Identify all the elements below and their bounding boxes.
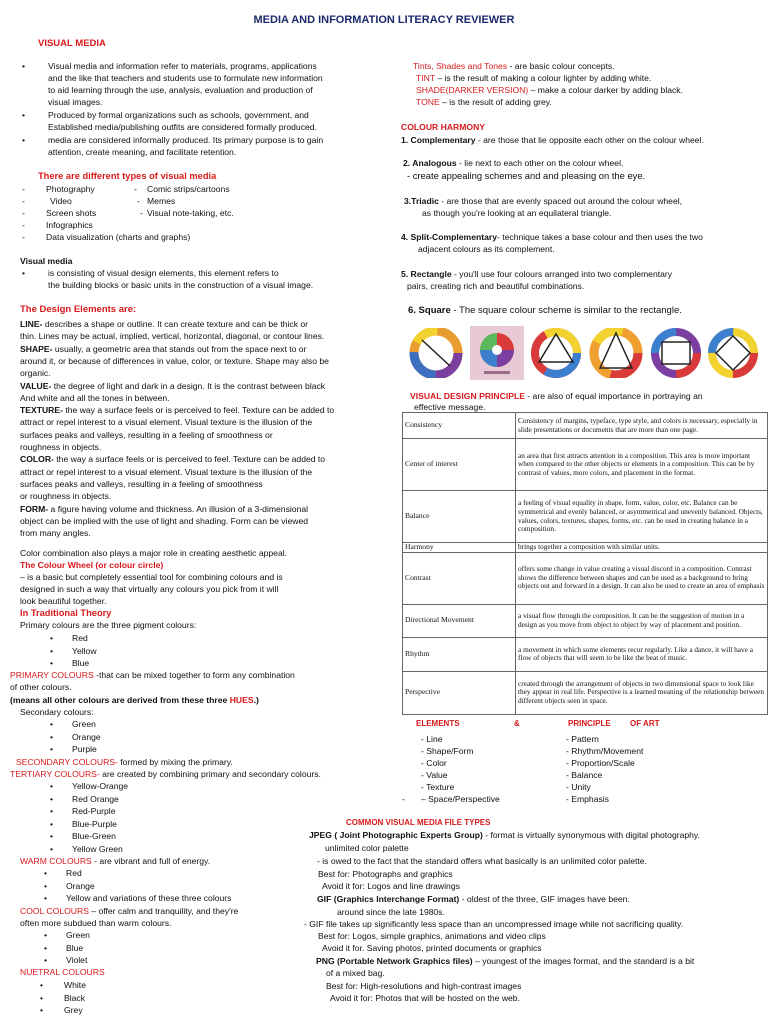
- bullet-dot: •: [22, 135, 26, 145]
- png-line: [316, 955, 694, 967]
- dash: -: [22, 220, 25, 230]
- primary-colours-line2: of other colours.: [10, 682, 72, 692]
- wheel-def-line: look beautiful together.: [20, 596, 107, 606]
- primary-colours-label: PRIMARY COLOURS: [10, 670, 94, 680]
- tint-line: [416, 72, 651, 84]
- principle-name: Balance: [403, 491, 516, 543]
- tertiary-colours-line: [10, 768, 321, 780]
- secondary-colours-label: SECONDARY COLOURS-: [16, 757, 118, 767]
- bullet-dot: •: [50, 744, 54, 754]
- split-complementary-text: - technique takes a base colour and then uses the two: [496, 232, 703, 242]
- png-avoid: Avoid it for: Photos that will be hosted on the web.: [330, 993, 520, 1003]
- tints-label: Tints, Shades and Tones: [413, 61, 508, 71]
- bullet-dot: •: [50, 731, 54, 742]
- principle-row: [403, 413, 768, 439]
- dash-mark: -: [402, 794, 405, 804]
- element-line: [20, 515, 308, 527]
- type-item: Visual note-taking, etc.: [147, 208, 234, 218]
- jpeg-best: Best for: Photographs and graphics: [318, 869, 453, 879]
- principle-desc: brings together a composition with similar units.: [516, 543, 768, 553]
- tints-shades-tones-line: [413, 60, 615, 72]
- art-principle-item: - Rhythm/Movement: [566, 746, 644, 756]
- list-item: Blue: [66, 942, 84, 953]
- element-line: [20, 429, 273, 441]
- hues-word: HUES: [229, 695, 254, 705]
- primary-intro: Primary colours are the three pigment colours:: [20, 620, 197, 630]
- secondary-colours-line: [16, 756, 233, 768]
- analogous-line2: - create appealing schemes and and pleasing on the eye.: [407, 170, 646, 181]
- element-term: LINE-: [20, 319, 43, 329]
- means-text: (means all other colours are derived from these three: [10, 695, 230, 705]
- complementary-label: 1. Complementary: [401, 135, 476, 145]
- wheel-def-line: – is a basic but completely essential tool for combining colours and is: [20, 572, 283, 582]
- harmony-item: [401, 268, 672, 280]
- tertiary-colours-label: TERTIARY COLOURS-: [10, 769, 100, 779]
- principle-name: Center of interest: [403, 439, 516, 491]
- element-desc: attract or repel interest to a visual element. Visual texture is the illusion of the: [20, 417, 313, 428]
- shade-line: [416, 84, 683, 96]
- principle-desc: a movement in which some elements recur regularly. Like a dance, it will have a flow of objects that will seem to be like the beat of music.: [516, 637, 768, 671]
- bullet-dot: •: [44, 942, 48, 953]
- bullet-line: and the like that teachers and students use to formulate new information: [48, 73, 323, 83]
- principle-row: [403, 543, 768, 553]
- split-complementary-wheel-image: [588, 328, 644, 378]
- art-principle-item: - Unity: [566, 782, 591, 792]
- principle-row: [403, 491, 768, 543]
- art-principle-item: - Emphasis: [566, 794, 609, 804]
- bullet-dot: •: [22, 61, 26, 71]
- principle-desc: offers some change in value creating a visual discord in a composition. Contrast shows the difference between shapes and can be used as a background to bring objects out and forward in a design. It can also be used to create an area of emphasis: [516, 552, 768, 604]
- jpeg-l3: - is owed to the fact that the standard offers what basically is an unlimited color palette.: [317, 856, 647, 866]
- art-principle-item: - Balance: [566, 770, 603, 780]
- element-desc: organic.: [20, 368, 51, 379]
- art-principle-item: - Pattern: [566, 734, 599, 744]
- principle-name: Contrast: [403, 552, 516, 604]
- element-line: [20, 453, 325, 465]
- gif-l3: - GIF file takes up significantly less space than an uncompressed image while not sacrificing quality.: [304, 919, 684, 929]
- analogous-text: - lie next to each other on the colour wheel.: [456, 158, 624, 168]
- principle-header: PRINCIPLE: [568, 719, 611, 728]
- list-item: Red Orange: [72, 793, 119, 804]
- element-desc: roughness in objects.: [20, 442, 102, 452]
- square-text: - The square colour scheme is similar to the rectangle.: [450, 305, 682, 316]
- element-desc: thin. Lines may be actual, implied, vertical, horizontal, diagonal, or contour lines.: [20, 331, 325, 342]
- gif-l2: around since the late 1980s.: [337, 907, 445, 917]
- bullet-dot: •: [44, 955, 48, 965]
- principle-desc: created through the arrangement of objects in two dimensional space to look like they appear in real life. Perspective is a learned meaning of the relationship between different objects seen in space.: [516, 671, 768, 714]
- element-term: TEXTURE-: [20, 405, 63, 416]
- design-elements-heading: The Design Elements are:: [20, 304, 137, 315]
- gif-label: GIF (Graphics Interchange Format): [317, 894, 460, 904]
- cool-colours-label: COOL COLOURS: [20, 906, 89, 916]
- element-line: [20, 343, 306, 355]
- neutral-colours-label: NUETRAL COLOURS: [20, 967, 105, 977]
- bullet-dot: •: [50, 793, 54, 804]
- ampersand: &: [514, 719, 520, 728]
- vdp-text: - are also of equal importance in portraying an: [524, 391, 703, 401]
- warm-colours-label: WARM COLOURS: [20, 856, 92, 866]
- principle-desc: Consistency of margins, typeface, type style, and colors is necessary, especially in slide presentations or documents that are more than one page.: [516, 413, 768, 439]
- analogous-wheel-image: [470, 326, 524, 380]
- principle-row: [403, 439, 768, 491]
- art-element-item: - Value: [421, 770, 448, 780]
- element-desc: around it, or because of differences in value, color, or texture. Shape may also be: [20, 355, 329, 366]
- tertiary-colours-text: are created by combining primary and secondary colours.: [99, 769, 321, 779]
- element-line: [20, 503, 308, 515]
- list-item: Yellow and variations of these three colours: [66, 893, 232, 903]
- list-item: Blue-Purple: [72, 818, 117, 829]
- list-item: Grey: [64, 1005, 83, 1015]
- element-desc: describes a shape or outline. It can create texture and can be thick or: [42, 319, 309, 329]
- harmony-item: [401, 231, 703, 243]
- list-item: Yellow Green: [72, 843, 123, 854]
- list-item: Blue-Green: [72, 831, 116, 841]
- warm-colours-line: [20, 855, 210, 867]
- cool-colours-line: [20, 905, 238, 917]
- type-item: Memes: [147, 196, 176, 206]
- square-label: 6. Square: [408, 305, 451, 316]
- tints-text: - are basic colour concepts.: [507, 61, 615, 71]
- list-item: Orange: [72, 731, 101, 742]
- element-line: [20, 380, 325, 392]
- bullet-dot: •: [40, 1005, 44, 1015]
- traditional-theory-heading: In Traditional Theory: [20, 608, 112, 618]
- vm-def-line: the building blocks or basic units in the construction of a visual image.: [48, 280, 314, 290]
- tint-label: TINT: [416, 73, 435, 83]
- principle-desc: an area that first attracts attention in a composition. This area is more important when compared to the other objects or elements in a composition. This can be by contrast of values, more colors, and placement in the format.: [516, 439, 768, 491]
- tone-label: TONE: [416, 97, 440, 107]
- principle-name: Directional Movement: [403, 604, 516, 637]
- rectangle-line2: pairs, creating rich and beautiful combinations.: [407, 281, 585, 291]
- gif-best: Best for: Logos, simple graphics, animations and video clips: [318, 931, 546, 941]
- bullet-dot: •: [40, 980, 44, 990]
- complementary-wheel-image: [408, 328, 464, 378]
- principle-desc: a feeling of visual equality in shape, form, value, color, etc. Balance can be symmetrical and evenly balanced, or asymmetrical and unevenly balanced. Objects, values, colors, textures, shapes, forms, etc. can be used in creating balance in a composition.: [516, 491, 768, 543]
- list-item: Green: [66, 930, 90, 940]
- harmony-item: [401, 134, 704, 146]
- triadic-line2: as though you're looking at an equilateral triangle.: [422, 208, 612, 218]
- element-desc: object can be implied with the use of light and shading. Form can be viewed: [20, 515, 309, 526]
- square-wheel-image: [706, 328, 760, 378]
- element-desc: usually, a geometric area that stands out from the space next to or: [52, 343, 307, 354]
- art-element-item: – Space/Perspective: [421, 794, 500, 804]
- type-item: Data visualization (charts and graphs): [46, 232, 191, 242]
- art-principle-item: - Proportion/Scale: [566, 758, 635, 768]
- shade-label: SHADE(DARKER VERSION): [416, 85, 529, 95]
- colour-harmony-heading: COLOUR HARMONY: [401, 122, 486, 132]
- dash: -: [22, 184, 25, 194]
- bullet-dot: •: [50, 658, 54, 668]
- bullet-line: Established media/publishing outfits are considered formally produced.: [48, 122, 317, 132]
- principle-name: Consistency: [403, 413, 516, 439]
- secondary-colours-text: formed by mixing the primary.: [117, 757, 233, 767]
- gif-text: - oldest of the three, GIF images have been.: [459, 894, 630, 904]
- element-term: FORM-: [20, 503, 49, 514]
- dash: -: [137, 196, 140, 206]
- principle-name: Perspective: [403, 671, 516, 714]
- tone-text: – is the result of adding grey.: [439, 97, 552, 107]
- file-types-heading: COMMON VISUAL MEDIA FILE TYPES: [346, 818, 491, 827]
- element-line: [20, 478, 263, 490]
- list-item: Red: [66, 868, 82, 878]
- element-line: [20, 330, 324, 342]
- bullet-line: Visual media and information refer to materials, programs, applications: [48, 61, 317, 71]
- element-desc: or roughness in objects.: [20, 491, 112, 502]
- bullet-dot: •: [50, 645, 54, 656]
- triadic-label: 3.Triadic: [404, 196, 439, 206]
- cool-colours-text: – offer calm and tranquility, and they're: [88, 906, 239, 916]
- bullet-line: media are considered informally produced. Its primary purpose is to gain: [48, 135, 324, 145]
- bullet-dot: •: [44, 880, 48, 891]
- element-line: [20, 404, 334, 416]
- triadic-text: - are those that are evenly spaced out around the colour wheel,: [438, 196, 683, 206]
- elements-header: ELEMENTS: [416, 719, 460, 728]
- bullet-dot: •: [50, 818, 54, 829]
- principle-name: Rhythm: [403, 637, 516, 671]
- type-item: Comic strips/cartoons: [147, 184, 230, 194]
- page-title: MEDIA AND INFORMATION LITERACY REVIEWER: [253, 14, 515, 26]
- principle-name: Harmony: [403, 543, 516, 553]
- means-line: [10, 694, 259, 706]
- split-complementary-line2: adjacent colours as its complement.: [418, 244, 555, 254]
- list-item: Yellow-Orange: [72, 781, 129, 791]
- list-item: Orange: [66, 880, 95, 891]
- element-line: [20, 527, 91, 539]
- jpeg-avoid: Avoid it for: Logos and line drawings: [322, 881, 460, 891]
- png-best: Best for: High-resolutions and high-contrast images: [326, 981, 522, 991]
- list-item: Green: [72, 719, 96, 729]
- visual-media-label: Visual media: [20, 256, 73, 266]
- bullet-dot: •: [50, 843, 54, 854]
- element-desc: a figure having volume and thickness. An illusion of a 3-dimensional: [48, 503, 309, 514]
- principle-row: [403, 552, 768, 604]
- dash: -: [22, 208, 25, 218]
- bullet-dot: •: [44, 893, 48, 903]
- cool-colours-line2: often more subdued than warm colours.: [20, 918, 172, 928]
- design-principles-table: [402, 412, 768, 715]
- tone-line: [416, 96, 552, 108]
- element-term: SHAPE-: [20, 343, 53, 354]
- visual-media-heading: VISUAL MEDIA: [38, 38, 106, 49]
- color-combination-text: Color combination also plays a major role in creating aesthetic appeal.: [20, 548, 288, 558]
- element-desc: the degree of light and dark in a design. It is the contrast between black: [51, 380, 326, 391]
- element-desc: And white and all the tones in between.: [20, 392, 170, 403]
- element-desc: attract or repel interest to a visual element. Visual texture is the illusion of the: [20, 466, 313, 477]
- rectangle-wheel-image: [650, 328, 702, 378]
- principle-desc: a visual flow through the composition. It can be the suggestion of motion in a design as you move from object to object by way of placement and position.: [516, 604, 768, 637]
- art-element-item: - Color: [421, 758, 447, 768]
- bullet-line: visual images.: [48, 97, 103, 107]
- analogous-label: 2. Analogous: [403, 158, 457, 168]
- triadic-wheel-image: [530, 328, 582, 378]
- warm-colours-text: - are vibrant and full of energy.: [91, 856, 211, 866]
- colour-wheel-heading: The Colour Wheel (or colour circle): [20, 560, 164, 570]
- bullet-line: Produced by formal organizations such as schools, government, and: [48, 110, 309, 120]
- principle-row: [403, 671, 768, 714]
- element-line: [20, 416, 312, 428]
- type-item: Video: [50, 196, 72, 206]
- element-line: [20, 441, 101, 453]
- vm-def-line: is consisting of visual design elements, this element refers to: [48, 268, 279, 278]
- harmony-item: [404, 195, 682, 207]
- dash: -: [140, 208, 143, 218]
- principle-row: [403, 604, 768, 637]
- jpeg-l2: unlimited color palette: [325, 843, 409, 853]
- element-desc: surfaces peaks and valleys, resulting in a feeling of smoothness: [20, 478, 263, 489]
- harmony-item: [408, 305, 682, 317]
- element-desc: surfaces peaks and valleys, resulting in a feeling of smoothness or: [20, 429, 273, 440]
- secondary-intro: Secondary colours:: [20, 707, 94, 717]
- element-desc: from many angles.: [20, 528, 91, 539]
- list-item: White: [64, 980, 86, 990]
- element-desc: the way a surface feels or is perceived to feel. Texture can be added to: [62, 405, 335, 416]
- bullet-dot: •: [22, 268, 26, 278]
- list-item: Red: [72, 633, 88, 643]
- list-item: Black: [64, 992, 86, 1003]
- bullet-dot: •: [40, 992, 44, 1003]
- bullet-dot: •: [50, 781, 54, 791]
- rectangle-text: - you'll use four colours arranged into two complementary: [451, 269, 673, 279]
- list-item: Violet: [66, 955, 88, 965]
- png-l2: of a mixed bag.: [326, 968, 385, 978]
- type-item: Screen shots: [46, 208, 97, 218]
- jpeg-label: JPEG ( Joint Photographic Experts Group): [309, 830, 483, 840]
- art-element-item: - Texture: [421, 782, 455, 792]
- vdp-line2: effective message.: [414, 402, 486, 412]
- list-item: Yellow: [72, 645, 97, 656]
- element-line: [20, 490, 111, 502]
- rectangle-label: 5. Rectangle: [401, 269, 452, 279]
- shade-text: – make a colour darker by adding black.: [528, 85, 683, 95]
- jpeg-text: - format is virtually synonymous with digital photography.: [482, 830, 700, 840]
- bullet-dot: •: [44, 930, 48, 940]
- vdp-label: VISUAL DESIGN PRINCIPLE: [410, 391, 525, 401]
- element-desc: the way a surface feels or is perceived to feel. Texture can be added to: [53, 454, 326, 465]
- bullet-dot: •: [50, 806, 54, 816]
- of-art-header: OF ART: [630, 719, 660, 728]
- bullet-dot: •: [22, 110, 26, 120]
- art-element-item: - Shape/Form: [421, 746, 474, 756]
- bullet-line: to aid learning through the use, analysis, evaluation and production of: [48, 85, 313, 95]
- element-line: [20, 466, 312, 478]
- list-item: Purple: [72, 744, 97, 754]
- primary-colours-text: -that can be mixed together to form any combination: [93, 670, 295, 680]
- element-line: [20, 367, 51, 379]
- png-text: – youngest of the images format, and the standard is a bit: [472, 956, 695, 966]
- element-term: COLOR-: [20, 454, 54, 465]
- bullet-dot: •: [44, 868, 48, 878]
- bullet-dot: •: [50, 719, 54, 729]
- bullet-line: attention, create meaning, and facilitate retention.: [48, 147, 237, 157]
- types-heading: There are different types of visual media: [38, 171, 217, 181]
- art-element-item: - Line: [421, 734, 443, 744]
- type-item: Infographics: [46, 220, 93, 230]
- split-complementary-label: 4. Split-Complementary: [401, 232, 497, 242]
- list-item: Red-Purple: [72, 806, 116, 816]
- dash: -: [22, 232, 25, 242]
- means-end: .): [253, 695, 259, 705]
- png-label: PNG (Portable Network Graphics files): [316, 956, 473, 966]
- tint-text: – is the result of making a colour lighter by adding white.: [434, 73, 652, 83]
- element-line: [20, 355, 329, 367]
- principle-row: [403, 637, 768, 671]
- gif-line: [317, 893, 630, 905]
- list-item: Blue: [72, 658, 90, 668]
- harmony-item: [403, 157, 623, 169]
- primary-colours-line: [10, 669, 295, 681]
- element-line: [20, 392, 170, 404]
- bullet-dot: •: [50, 831, 54, 841]
- element-term: VALUE-: [20, 380, 52, 391]
- bullet-dot: •: [50, 633, 54, 643]
- gif-avoid: Avoid it for. Saving photos, printed documents or graphics: [322, 943, 542, 953]
- element-line: [20, 318, 308, 330]
- jpeg-line: [309, 829, 700, 841]
- type-item: Photography: [46, 184, 95, 194]
- dash: -: [22, 196, 25, 206]
- wheel-def-line: designed in such a way that virtually any colours you pick from it will: [20, 584, 279, 594]
- dash: -: [134, 184, 137, 194]
- complementary-text: - are those that lie opposite each other on the colour wheel.: [475, 135, 704, 145]
